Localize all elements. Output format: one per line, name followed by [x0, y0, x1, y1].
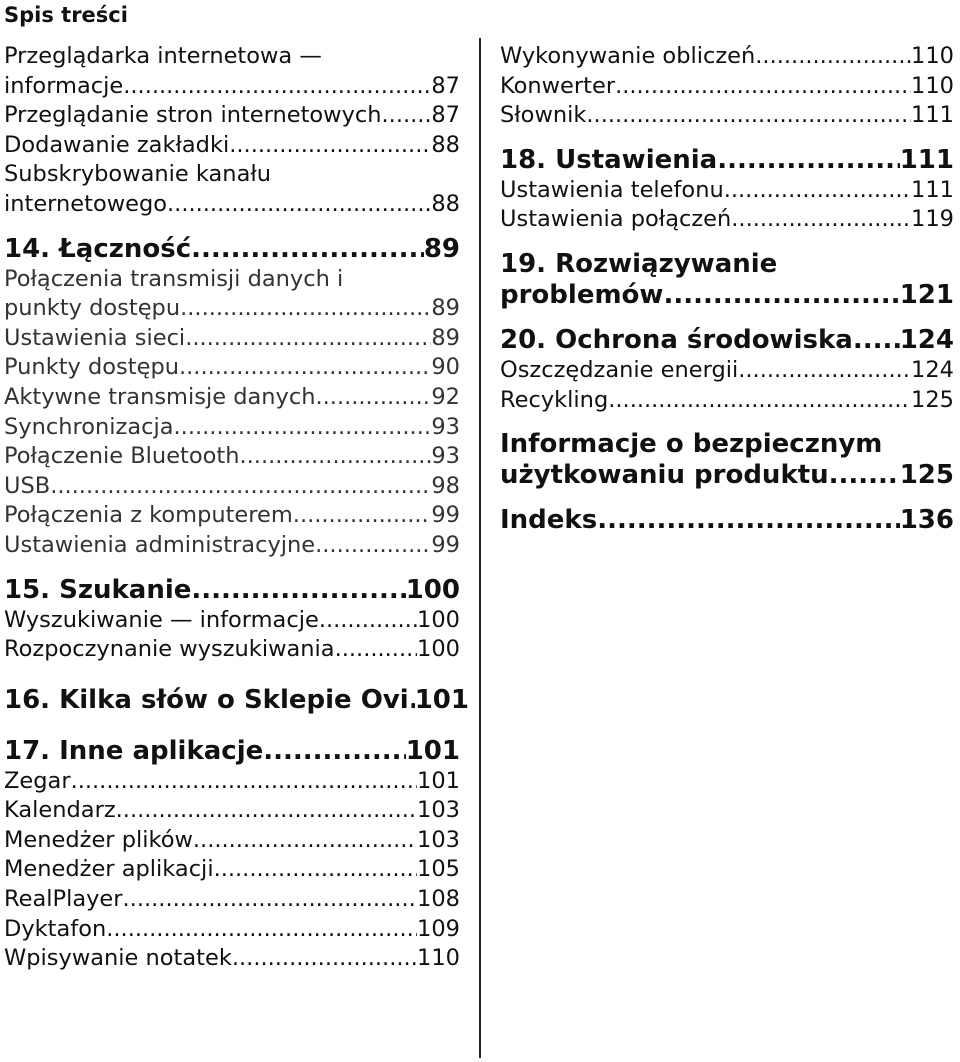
leader-dots	[116, 796, 417, 826]
toc-entry-title: Recykling	[500, 386, 609, 413]
chapter-heading[interactable]	[4, 575, 460, 606]
chapter-heading[interactable]	[500, 460, 954, 491]
chapter-page: 124	[899, 324, 954, 355]
leader-dots	[586, 101, 911, 131]
leader-dots	[106, 915, 417, 945]
toc-entry-title: Menedżer aplikacji	[4, 856, 214, 883]
toc-entry-title: Wyszukiwanie — informacje	[4, 606, 319, 633]
toc-entry-title: Przeglądarka internetowa —	[4, 43, 322, 69]
toc-entry[interactable]	[500, 101, 954, 131]
toc-entry[interactable]	[4, 826, 460, 856]
toc-entry-page: 109	[417, 915, 460, 942]
leader-dots	[319, 606, 417, 636]
chapter-title: 14. Łączność	[4, 233, 192, 264]
spacer	[500, 491, 954, 505]
toc-entry-page: 119	[911, 206, 954, 233]
chapter-title: 15. Szukanie	[4, 574, 192, 605]
chapter-heading[interactable]	[500, 505, 954, 536]
toc-entry-title: Konwerter	[500, 72, 616, 99]
leader-dots	[315, 531, 431, 561]
leader-dots	[123, 72, 431, 102]
chapter-heading-line[interactable]	[500, 429, 954, 460]
toc-entry-page: 103	[417, 826, 460, 853]
leader-dots	[232, 944, 417, 974]
toc-entry[interactable]	[4, 885, 460, 915]
toc-entry-page: 90	[431, 354, 460, 381]
toc-entry-page: 103	[417, 797, 460, 824]
toc-entry-title: Dodawanie zakładki	[4, 131, 230, 158]
toc-entry-page: 125	[911, 386, 954, 413]
toc-entry[interactable]	[4, 944, 460, 974]
leader-dots	[829, 460, 900, 491]
toc-entry[interactable]	[4, 472, 460, 502]
chapter-heading-line[interactable]	[500, 249, 954, 280]
toc-entry-page: 110	[911, 72, 954, 99]
toc-entry-page: 99	[431, 531, 460, 558]
toc-entry[interactable]	[4, 606, 460, 636]
toc-entry-title: Menedżer plików	[4, 826, 193, 853]
leader-dots	[239, 442, 431, 472]
chapter-heading[interactable]	[500, 280, 954, 311]
chapter-heading[interactable]	[500, 145, 954, 176]
toc-entry-title: Aktywne transmisje danych	[4, 383, 316, 410]
toc-entry[interactable]	[500, 205, 954, 235]
toc-line[interactable]	[4, 42, 460, 72]
toc-entry-title: Zegar	[4, 767, 71, 794]
spacer	[500, 131, 954, 145]
toc-entry-title: Subskrybowanie kanału	[4, 161, 272, 188]
toc-entry-page: 93	[431, 413, 460, 440]
toc-entry-title: Wpisywanie notatek	[4, 945, 232, 972]
toc-entry[interactable]	[4, 353, 460, 383]
leader-dots	[755, 42, 911, 72]
toc-entry-page: 92	[431, 383, 460, 410]
chapter-title: użytkowaniu produktu	[500, 460, 829, 491]
chapter-page: 121	[899, 279, 954, 310]
toc-entry[interactable]	[4, 501, 460, 531]
leader-dots	[738, 356, 911, 386]
toc-entry-title: Oszczędzanie energii	[500, 356, 739, 383]
chapter-page: 111	[899, 144, 954, 175]
toc-entry[interactable]	[500, 176, 954, 206]
toc-entry[interactable]	[4, 767, 460, 797]
toc-entry-page: 110	[911, 43, 954, 69]
leader-dots	[724, 176, 911, 206]
spacer	[4, 220, 460, 234]
leader-dots	[382, 101, 432, 131]
toc-left-column	[4, 42, 469, 974]
toc-entry-page: 101	[417, 767, 460, 794]
toc-entry[interactable]	[500, 386, 954, 416]
leader-dots	[185, 324, 431, 354]
toc-entry-title: internetowego	[4, 190, 168, 217]
chapter-title: Informacje o bezpiecznym	[500, 429, 883, 460]
leader-dots	[229, 131, 431, 161]
leader-dots	[179, 353, 431, 383]
chapter-page: 101	[414, 684, 469, 715]
chapter-title: problemów	[500, 279, 664, 310]
leader-dots	[663, 280, 899, 311]
chapter-title: 19. Rozwiązywanie	[500, 248, 778, 279]
toc-entry[interactable]	[4, 635, 460, 665]
toc-entry-page: 89	[431, 295, 460, 322]
spacer	[500, 311, 954, 325]
toc-entry-page: 100	[417, 636, 460, 663]
toc-right-column	[500, 42, 954, 536]
chapter-title: Indeks	[500, 505, 598, 536]
toc-entry[interactable]	[500, 356, 954, 386]
leader-dots	[615, 72, 911, 102]
toc-entry-title: Synchronizacja	[4, 413, 174, 440]
leader-dots	[717, 145, 900, 176]
chapter-page: 100	[405, 574, 460, 605]
spacer	[500, 235, 954, 249]
toc-line[interactable]	[4, 160, 460, 190]
leader-dots	[293, 501, 432, 531]
leader-dots	[731, 205, 911, 235]
toc-entry-page: 87	[431, 72, 460, 99]
leader-dots	[193, 826, 417, 856]
toc-entry[interactable]	[4, 915, 460, 945]
toc-entry[interactable]	[4, 531, 460, 561]
toc-header	[0, 0, 960, 30]
toc-entry-title: Punkty dostępu	[4, 354, 179, 381]
toc-entry-page: 89	[431, 324, 460, 351]
toc-entry-title: Dyktafon	[4, 915, 107, 942]
chapter-page: 89	[423, 233, 460, 264]
chapter-page: 136	[899, 505, 954, 536]
toc-entry-title: RealPlayer	[4, 886, 123, 913]
toc-entry-title: Kalendarz	[4, 797, 116, 824]
leader-dots	[167, 190, 431, 220]
toc-entry[interactable]	[4, 324, 460, 354]
leader-dots	[191, 575, 405, 606]
leader-dots	[315, 383, 431, 413]
toc-entry[interactable]	[4, 294, 460, 324]
toc-entry-title: Połączenia z komputerem	[4, 502, 293, 529]
toc-entry-title: Ustawienia administracyjne	[4, 531, 316, 558]
toc-entry-title: informacje	[4, 72, 124, 99]
leader-dots	[191, 234, 424, 265]
toc-entry-title: USB	[4, 472, 51, 499]
column-divider	[479, 38, 481, 1058]
toc-entry-page: 124	[911, 356, 954, 383]
toc-entry-title: Połączenia transmisji danych i	[4, 265, 344, 292]
leader-dots	[50, 472, 431, 502]
toc-entry-page: 108	[417, 886, 460, 913]
chapter-heading[interactable]	[4, 234, 460, 265]
chapter-heading[interactable]	[500, 325, 954, 356]
toc-entry-page: 87	[431, 102, 460, 129]
toc-entry-title: Ustawienia sieci	[4, 324, 186, 351]
toc-entry[interactable]	[4, 101, 460, 131]
toc-entry-page: 105	[417, 856, 460, 883]
spacer	[4, 716, 460, 736]
leader-dots	[597, 505, 900, 536]
chapter-title: 16. Kilka słów o Sklepie Ovi	[4, 684, 409, 715]
spacer	[4, 561, 460, 575]
chapter-heading[interactable]	[4, 736, 460, 767]
leader-dots	[214, 855, 417, 885]
chapter-page: 125	[899, 460, 954, 491]
chapter-heading[interactable]	[4, 684, 469, 716]
toc-entry[interactable]	[4, 190, 460, 220]
toc-entry-page: 100	[417, 606, 460, 633]
toc-entry[interactable]	[4, 796, 460, 826]
chapter-title: 18. Ustawienia	[500, 144, 718, 175]
toc-title: Spis treści	[4, 3, 128, 27]
leader-dots	[71, 767, 417, 797]
toc-entry[interactable]	[4, 855, 460, 885]
leader-dots	[853, 325, 900, 356]
spacer	[500, 415, 954, 429]
toc-entry-page: 111	[911, 176, 954, 203]
chapter-title: 17. Inne aplikacje	[4, 735, 264, 766]
toc-entry[interactable]	[500, 42, 954, 72]
toc-entry-title: Ustawienia połączeń	[500, 206, 732, 233]
toc-entry[interactable]	[4, 72, 460, 102]
toc-entry[interactable]	[4, 413, 460, 443]
chapter-page: 101	[405, 735, 460, 766]
toc-entry-title: Słownik	[500, 102, 587, 129]
toc-line[interactable]	[4, 265, 460, 295]
toc-entry-page: 99	[431, 502, 460, 529]
leader-dots	[174, 413, 432, 443]
toc-entry-title: Ustawienia telefonu	[500, 176, 724, 203]
spacer	[4, 665, 460, 685]
leader-dots	[123, 885, 418, 915]
toc-entry-page: 88	[431, 131, 460, 158]
toc-entry-page: 88	[431, 190, 460, 217]
toc-entry-page: 93	[431, 443, 460, 470]
leader-dots	[180, 294, 431, 324]
leader-dots	[608, 386, 911, 416]
toc-entry-page: 98	[431, 472, 460, 499]
toc-entry-title: Połączenie Bluetooth	[4, 443, 240, 470]
toc-entry-title: punkty dostępu	[4, 295, 181, 322]
toc-entry-page: 111	[911, 102, 954, 129]
toc-entry[interactable]	[4, 131, 460, 161]
chapter-title: 20. Ochrona środowiska	[500, 324, 853, 355]
toc-entry-title: Wykonywanie obliczeń	[500, 43, 756, 69]
toc-entry[interactable]	[4, 442, 460, 472]
leader-dots	[335, 635, 417, 665]
toc-entry[interactable]	[4, 383, 460, 413]
leader-dots	[263, 736, 405, 767]
toc-entry-page: 110	[417, 945, 460, 972]
toc-entry[interactable]	[500, 72, 954, 102]
toc-entry-title: Przeglądanie stron internetowych	[4, 102, 382, 129]
toc-entry-title: Rozpoczynanie wyszukiwania	[4, 636, 335, 663]
